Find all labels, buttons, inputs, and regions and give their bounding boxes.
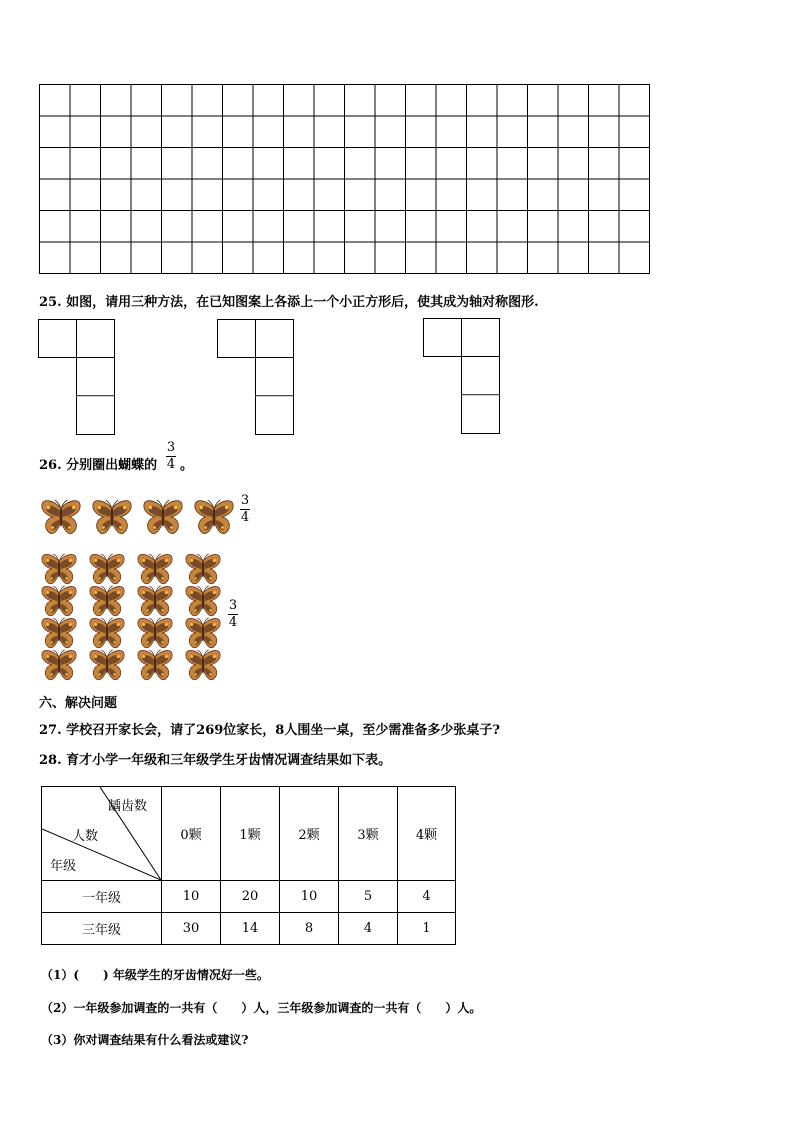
fraction-denominator: 4 bbox=[166, 457, 176, 472]
butterfly-group-1-fraction bbox=[240, 494, 250, 525]
question-28-sub-3: （3）你对调查结果有什么看法或建议? bbox=[41, 1033, 249, 1047]
table-cell-grade: 三年级 bbox=[42, 913, 162, 945]
butterfly-icon bbox=[140, 498, 186, 540]
table-cell: 10 bbox=[280, 881, 339, 913]
table-cell: 4 bbox=[398, 881, 456, 913]
question-26-fraction bbox=[166, 441, 176, 472]
question-28-sub-2: （2）一年级参加调查的一共有（ ）人，三年级参加调查的一共有（ ）人。 bbox=[41, 1001, 482, 1015]
table-cell: 14 bbox=[221, 913, 280, 945]
question-26-end: 。 bbox=[180, 458, 194, 473]
butterfly-icon bbox=[38, 648, 80, 686]
header-caries: 龋齿数 bbox=[108, 799, 148, 814]
question-28-text: 育才小学一年级和三年级学生牙齿情况调查结果如下表。 bbox=[66, 753, 392, 768]
question-27-text: 学校召开家长会，请了269位家长，8人围坐一桌，至少需准备多少张桌子? bbox=[66, 723, 500, 738]
square-figure-3 bbox=[423, 318, 503, 436]
table-cell: 4 bbox=[339, 913, 398, 945]
table-col-header: 4颗 bbox=[398, 787, 456, 881]
question-25-number: 25. bbox=[39, 295, 62, 310]
fraction-denominator: 4 bbox=[228, 615, 238, 630]
section-title: 六、解决问题 bbox=[39, 696, 118, 711]
table-col-header: 2颗 bbox=[280, 787, 339, 881]
table-col-header: 3颗 bbox=[339, 787, 398, 881]
question-28-number: 28. bbox=[39, 753, 62, 768]
question-25-text: 如图，请用三种方法，在已知图案上各添上一个小正方形后，使其成为轴对称图形. bbox=[66, 295, 539, 310]
butterfly-icon bbox=[191, 498, 237, 540]
question-27 bbox=[39, 719, 500, 738]
butterfly-icon bbox=[38, 498, 84, 540]
table-col-header: 1颗 bbox=[221, 787, 280, 881]
table-col-header: 0颗 bbox=[162, 787, 221, 881]
butterfly-icon bbox=[134, 648, 176, 686]
butterfly-group-1 bbox=[38, 498, 238, 534]
header-people: 人数 bbox=[72, 829, 99, 844]
table-cell: 8 bbox=[280, 913, 339, 945]
table-cell: 20 bbox=[221, 881, 280, 913]
question-28-sub-1: （1）( ) 年级学生的牙齿情况好一些。 bbox=[41, 968, 269, 982]
header-grade: 年级 bbox=[50, 859, 77, 874]
butterfly-icon bbox=[182, 648, 224, 686]
butterfly-icon bbox=[86, 648, 128, 686]
square-figure-1 bbox=[38, 319, 118, 437]
butterfly-icon bbox=[89, 498, 135, 540]
question-26-number: 26. bbox=[39, 458, 62, 473]
fraction-numerator: 3 bbox=[228, 598, 238, 613]
table-cell: 5 bbox=[339, 881, 398, 913]
question-26-text: 分别圈出蝴蝶的 bbox=[66, 458, 158, 473]
square-figure-2 bbox=[217, 319, 297, 437]
table-header-row bbox=[42, 787, 456, 881]
fraction-denominator: 4 bbox=[240, 510, 250, 525]
fraction-numerator: 3 bbox=[240, 493, 250, 508]
table-cell: 1 bbox=[398, 913, 456, 945]
table-row bbox=[42, 913, 456, 945]
table-row bbox=[42, 881, 456, 913]
table-diagonal-header bbox=[42, 787, 162, 881]
question-25 bbox=[39, 291, 539, 310]
butterfly-group-2-fraction bbox=[228, 599, 238, 630]
table-cell-grade: 一年级 bbox=[42, 881, 162, 913]
question-26 bbox=[39, 454, 157, 473]
survey-table bbox=[41, 786, 456, 945]
question-28 bbox=[39, 749, 391, 768]
table-cell: 30 bbox=[162, 913, 221, 945]
table-cell: 10 bbox=[162, 881, 221, 913]
fraction-numerator: 3 bbox=[166, 440, 176, 455]
answer-grid bbox=[39, 84, 650, 274]
question-27-number: 27. bbox=[39, 723, 62, 738]
butterfly-group-2 bbox=[38, 552, 228, 684]
